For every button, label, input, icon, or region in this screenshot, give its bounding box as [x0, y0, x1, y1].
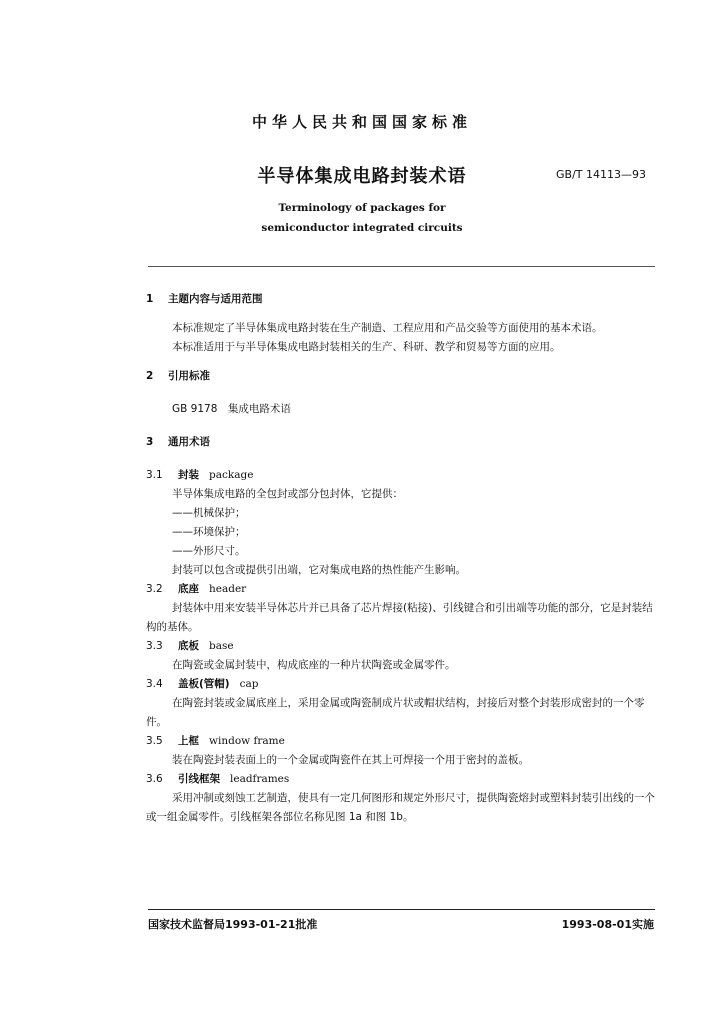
- term-cn: 底座: [178, 583, 199, 595]
- term-number: 3.6: [146, 773, 163, 785]
- paragraph: 本标准规定了半导体集成电路封装在生产制造、工程应用和产品交验等方面使用的基本术语。: [172, 322, 603, 334]
- term-number: 3.3: [146, 640, 163, 652]
- definition-paragraph: 装在陶瓷封装表面上的一个金属或陶瓷件在其上可焊接一个用于密封的盖板。: [172, 754, 529, 766]
- approval-date: 国家技术监督局1993-01-21批准: [148, 918, 318, 931]
- english-title-line1: Terminology of packages for: [278, 202, 446, 214]
- term-number: 3.2: [146, 583, 163, 595]
- definition-paragraph: 在陶瓷封装或金属底座上，采用金属或陶瓷制成片状或帽状结构，封接后对整个封装形成密封的一个零件。: [146, 697, 645, 728]
- term-cn: 引线框架: [178, 773, 220, 785]
- standard-number: GB/T 14113—93: [556, 168, 646, 181]
- section-1-heading: [146, 290, 658, 309]
- section-number: 1: [146, 293, 154, 305]
- implementation-date: 1993-08-01实施: [561, 918, 654, 931]
- term-en: cap: [239, 678, 259, 690]
- term-en: header: [209, 583, 247, 595]
- section-title: 引用标准: [168, 370, 210, 382]
- section-number: 2: [146, 370, 154, 382]
- header-divider: [148, 266, 655, 267]
- paragraph: 本标准适用于与半导体集成电路封装相关的生产、科研、教学和贸易等方面的应用。: [172, 341, 561, 353]
- term-3-3: [146, 637, 658, 656]
- definition-line: 半导体集成电路的全包封或部分包封体，它提供：: [172, 488, 403, 500]
- document-body: [146, 290, 658, 827]
- nation-standard-heading: 中华人民共和国国家标准: [251, 113, 472, 131]
- section-title: 主题内容与适用范围: [168, 293, 263, 305]
- term-number: 3.4: [146, 678, 163, 690]
- definition-paragraph: 在陶瓷或金属封装中，构成底座的一种片状陶瓷或金属零件。: [172, 659, 456, 671]
- section-title: 通用术语: [168, 436, 210, 448]
- reference-standard: GB 9178 集成电路术语: [172, 403, 291, 415]
- definition-line: ——外形尺寸。: [172, 545, 246, 557]
- term-3-5: [146, 732, 658, 751]
- document-title: 半导体集成电路封装术语: [257, 166, 467, 187]
- term-3-4: [146, 675, 658, 694]
- term-en: base: [209, 640, 234, 652]
- definition-line: 封装可以包含或提供引出端，它对集成电路的热性能产生影响。: [172, 564, 466, 576]
- term-en: window frame: [209, 735, 285, 747]
- term-en: package: [209, 469, 254, 481]
- term-3-6: [146, 770, 658, 789]
- term-3-2: [146, 580, 658, 599]
- english-title-line2: semiconductor integrated circuits: [261, 222, 463, 234]
- definition-line: ——环境保护；: [172, 526, 246, 538]
- term-cn: 底板: [178, 640, 199, 652]
- term-3-1: [146, 466, 658, 485]
- term-number: 3.1: [146, 469, 163, 481]
- footer-divider: [148, 909, 655, 910]
- definition-paragraph: 封装体中用来安装半导体芯片并已具备了芯片焊接(粘接)、引线键合和引出端等功能的部分，它是封装结构的基体。: [146, 602, 653, 633]
- term-cn: 上框: [178, 735, 199, 747]
- section-3-heading: [146, 433, 658, 452]
- term-en: leadframes: [230, 773, 290, 785]
- term-cn: 盖板(管帽): [178, 678, 230, 690]
- section-2-heading: [146, 367, 658, 386]
- term-number: 3.5: [146, 735, 163, 747]
- definition-line: ——机械保护；: [172, 507, 246, 519]
- definition-paragraph: 采用冲制或刻蚀工艺制造，使具有一定几何图形和规定外形尺寸，提供陶瓷熔封或塑料封装引出线的一个或一组金属零件。引线框架各部位名称见图 1a 和图 1b。: [146, 792, 655, 823]
- term-cn: 封装: [178, 469, 199, 481]
- section-number: 3: [146, 436, 154, 448]
